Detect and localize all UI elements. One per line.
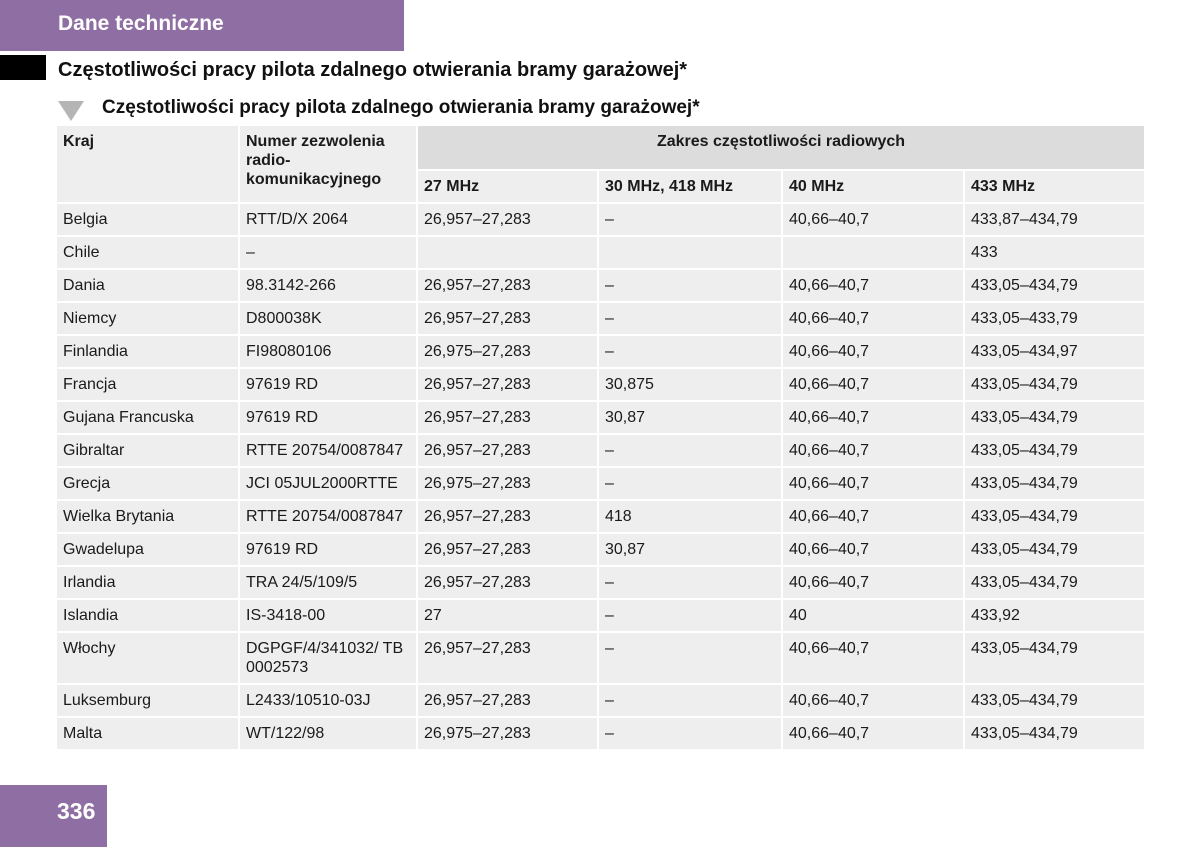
cell-30mhz: – [599,600,783,633]
cell-country: Dania [57,270,240,303]
cell-40mhz [783,237,965,270]
cell-30mhz: – [599,270,783,303]
table-row [57,600,1144,633]
cell-country: Belgia [57,204,240,237]
cell-27mhz: 26,975–27,283 [418,336,599,369]
table-row [57,718,1144,751]
cell-30mhz: – [599,567,783,600]
header-30mhz: 30 MHz, 418 MHz [599,171,783,204]
cell-27mhz: 26,957–27,283 [418,534,599,567]
cell-country: Gwadelupa [57,534,240,567]
cell-30mhz [599,237,783,270]
cell-license: 97619 RD [240,534,418,567]
cell-433mhz: 433,05–433,79 [965,303,1144,336]
cell-40mhz: 40,66–40,7 [783,685,965,718]
cell-license: – [240,237,418,270]
cell-433mhz: 433,05–434,79 [965,270,1144,303]
cell-license: L2433/10510-03J [240,685,418,718]
section-tab-label: Dane techniczne [58,12,224,35]
cell-27mhz: 26,957–27,283 [418,270,599,303]
cell-40mhz: 40,66–40,7 [783,303,965,336]
cell-433mhz: 433,05–434,79 [965,633,1144,685]
cell-country: Luksemburg [57,685,240,718]
cell-27mhz: 27 [418,600,599,633]
cell-433mhz: 433,05–434,79 [965,501,1144,534]
cell-40mhz: 40,66–40,7 [783,336,965,369]
cell-27mhz: 26,957–27,283 [418,204,599,237]
cell-30mhz: – [599,685,783,718]
cell-license: TRA 24/5/109/5 [240,567,418,600]
table-row [57,270,1144,303]
section-tab [0,0,404,51]
cell-country: Irlandia [57,567,240,600]
cell-27mhz: 26,957–27,283 [418,303,599,336]
header-433mhz: 433 MHz [965,171,1144,204]
cell-433mhz: 433,87–434,79 [965,204,1144,237]
cell-40mhz: 40,66–40,7 [783,718,965,751]
cell-30mhz: – [599,435,783,468]
page-title: Częstotliwości pracy pilota zdalnego otwierania bramy garażowej* [58,59,688,81]
cell-30mhz: 30,87 [599,402,783,435]
table-row [57,303,1144,336]
header-40mhz: 40 MHz [783,171,965,204]
cell-country: Niemcy [57,303,240,336]
table-row [57,685,1144,718]
cell-40mhz: 40,66–40,7 [783,270,965,303]
cell-433mhz: 433,05–434,97 [965,336,1144,369]
cell-27mhz: 26,975–27,283 [418,718,599,751]
table-row [57,204,1144,237]
cell-433mhz: 433,05–434,79 [965,369,1144,402]
cell-30mhz: – [599,303,783,336]
cell-30mhz: – [599,718,783,751]
cell-country: Islandia [57,600,240,633]
cell-30mhz: – [599,468,783,501]
frequency-table [57,126,1144,751]
cell-license: FI98080106 [240,336,418,369]
table-row [57,633,1144,685]
cell-27mhz: 26,957–27,283 [418,369,599,402]
cell-27mhz: 26,957–27,283 [418,402,599,435]
cell-40mhz: 40,66–40,7 [783,435,965,468]
cell-country: Gibraltar [57,435,240,468]
table-row [57,435,1144,468]
cell-30mhz: 30,875 [599,369,783,402]
page-number: 336 [57,798,96,824]
cell-40mhz: 40,66–40,7 [783,501,965,534]
cell-license: RTTE 20754/0087847 [240,501,418,534]
cell-433mhz: 433,05–434,79 [965,468,1144,501]
header-country: Kraj [57,126,240,204]
cell-30mhz: – [599,204,783,237]
cell-country: Włochy [57,633,240,685]
triangle-down-icon [58,101,84,121]
table-row [57,336,1144,369]
section-marker [0,55,46,80]
cell-27mhz: 26,957–27,283 [418,435,599,468]
cell-27mhz [418,237,599,270]
header-license: Numer zezwolenia radio-komunikacyjnego [240,126,418,204]
cell-country: Chile [57,237,240,270]
cell-27mhz: 26,957–27,283 [418,501,599,534]
cell-license: 97619 RD [240,369,418,402]
cell-40mhz: 40,66–40,7 [783,402,965,435]
cell-433mhz: 433,05–434,79 [965,534,1144,567]
table-row [57,567,1144,600]
cell-license: DGPGF/4/341032/ TB 0002573 [240,633,418,685]
cell-433mhz: 433 [965,237,1144,270]
cell-license: IS-3418-00 [240,600,418,633]
cell-30mhz: – [599,633,783,685]
cell-30mhz: 30,87 [599,534,783,567]
cell-433mhz: 433,92 [965,600,1144,633]
table-row [57,402,1144,435]
cell-40mhz: 40,66–40,7 [783,567,965,600]
cell-country: Malta [57,718,240,751]
cell-433mhz: 433,05–434,79 [965,435,1144,468]
subsection-title: Częstotliwości pracy pilota zdalnego otwierania bramy garażowej* [102,97,700,118]
cell-country: Grecja [57,468,240,501]
header-27mhz: 27 MHz [418,171,599,204]
cell-30mhz: 418 [599,501,783,534]
cell-country: Francja [57,369,240,402]
cell-40mhz: 40,66–40,7 [783,468,965,501]
cell-40mhz: 40,66–40,7 [783,369,965,402]
cell-country: Gujana Francuska [57,402,240,435]
cell-27mhz: 26,957–27,283 [418,633,599,685]
cell-433mhz: 433,05–434,79 [965,567,1144,600]
cell-country: Finlandia [57,336,240,369]
cell-433mhz: 433,05–434,79 [965,402,1144,435]
cell-license: 98.3142-266 [240,270,418,303]
cell-27mhz: 26,957–27,283 [418,567,599,600]
cell-30mhz: – [599,336,783,369]
cell-27mhz: 26,957–27,283 [418,685,599,718]
cell-license: WT/122/98 [240,718,418,751]
cell-license: RTT/D/X 2064 [240,204,418,237]
table-row [57,534,1144,567]
cell-40mhz: 40 [783,600,965,633]
table-body [57,204,1144,751]
cell-40mhz: 40,66–40,7 [783,633,965,685]
cell-license: JCI 05JUL2000RTTE [240,468,418,501]
cell-license: RTTE 20754/0087847 [240,435,418,468]
cell-433mhz: 433,05–434,79 [965,685,1144,718]
header-frequency-range: Zakres częstotliwości radiowych [418,126,1144,171]
cell-license: 97619 RD [240,402,418,435]
table-row [57,501,1144,534]
page-number-box [0,785,107,847]
cell-country: Wielka Brytania [57,501,240,534]
cell-433mhz: 433,05–434,79 [965,718,1144,751]
cell-40mhz: 40,66–40,7 [783,204,965,237]
table-row [57,237,1144,270]
table-row [57,369,1144,402]
cell-40mhz: 40,66–40,7 [783,534,965,567]
table-row [57,468,1144,501]
cell-27mhz: 26,975–27,283 [418,468,599,501]
cell-license: D800038K [240,303,418,336]
